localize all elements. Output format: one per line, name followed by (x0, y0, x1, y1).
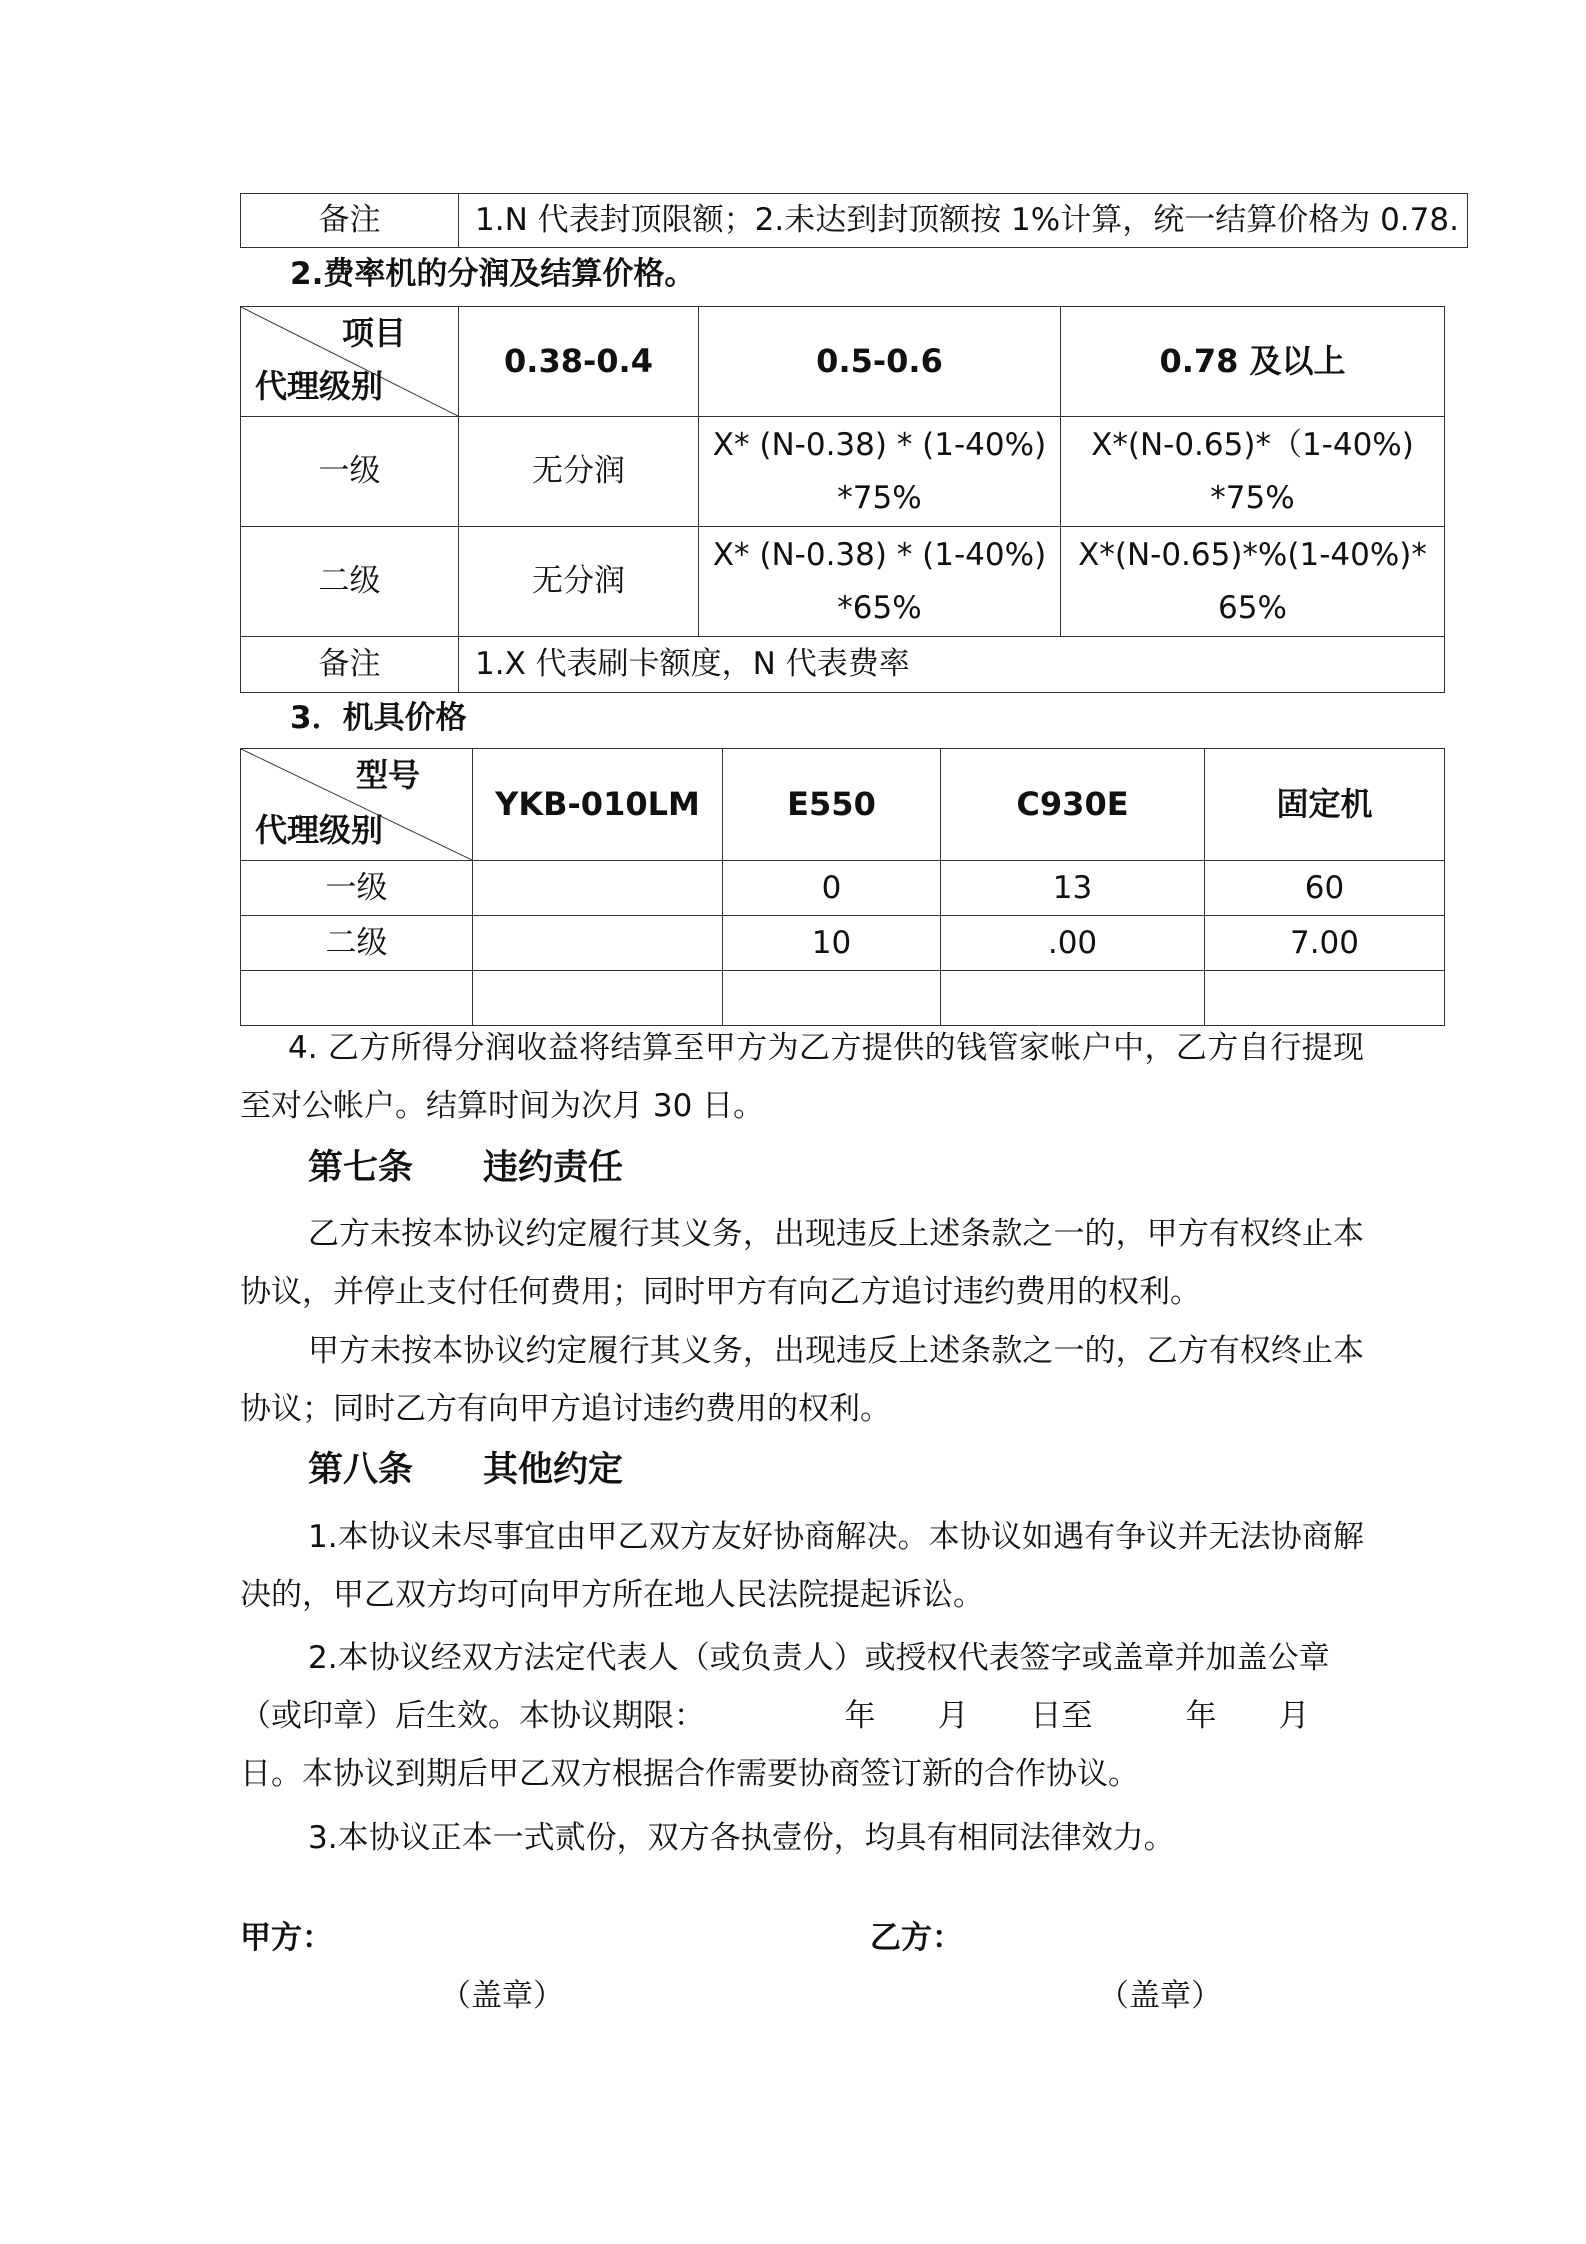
table-3-header: YKB-010LM (473, 749, 723, 861)
price-cell: 7.00 (1205, 916, 1445, 971)
level-cell: 二级 (241, 527, 459, 637)
formula-line: X*(N-0.65)*%(1-40%)* (1078, 536, 1427, 573)
price-cell: 0 (723, 861, 941, 916)
corner-bottom-label: 代理级别 (255, 367, 384, 406)
level-cell: 一级 (241, 861, 473, 916)
table-3-header: C930E (941, 749, 1205, 861)
corner-top-label: 项目 (341, 314, 406, 352)
corner-top-label: 型号 (355, 756, 420, 794)
article-8-clause-2-line: 2.本协议经双方法定代表人（或负责人）或授权代表签字或盖章并加盖公章 (308, 1640, 1330, 1676)
section-3-title: 3．机具价格 (290, 700, 467, 736)
article-8-title: 第八条 其他约定 (308, 1450, 624, 1490)
article-7-title: 第七条 违约责任 (308, 1148, 624, 1188)
formula-line: *75% (837, 479, 922, 516)
formula-line: X*(N-0.65)*（1-40%) (1091, 426, 1414, 463)
formula-cell (1061, 527, 1445, 637)
profit-cell: 无分润 (459, 527, 699, 637)
article-7-paragraph: 甲方未按本协议约定履行其义务，出现违反上述条款之一的，乙方有权终止本协议；同时乙方有向甲方追讨违约费用的权利。 (240, 1333, 1364, 1427)
note-label: 备注 (241, 194, 459, 248)
formula-line: *75% (1210, 479, 1295, 516)
price-cell (473, 916, 723, 971)
formula-cell (1061, 417, 1445, 527)
level-cell (241, 971, 473, 1026)
level-cell: 一级 (241, 417, 459, 527)
table-3-device-price (240, 748, 1445, 1026)
table-2-header: 0.5-0.6 (699, 307, 1061, 417)
table-1-note (240, 193, 1468, 248)
article-8-clause-2-line: （或印章）后生效。本协议期限： 年 月 日至 年 月 (240, 1698, 1310, 1734)
article-7-paragraph: 乙方未按本协议约定履行其义务，出现违反上述条款之一的，甲方有权终止本协议，并停止支付任何费用；同时甲方有向乙方追讨违约费用的权利。 (240, 1216, 1364, 1310)
formula-line: X* (N-0.38) * (1-40%) (712, 536, 1047, 573)
formula-cell (699, 417, 1061, 527)
note-text: 1.X 代表刷卡额度，N 代表费率 (459, 637, 1445, 693)
formula-line: 65% (1218, 589, 1287, 626)
article-8-clause-2-line: 日。本协议到期后甲乙双方根据合作需要协商签订新的合作协议。 (240, 1756, 1139, 1792)
price-cell: .00 (941, 916, 1205, 971)
article-8-paragraph: 1.本协议未尽事宜由甲乙双方友好协商解决。本协议如遇有争议并无法协商解决的，甲乙双方均可向甲方所在地人民法院提起诉讼。 (240, 1519, 1364, 1613)
table-2-header: 0.38-0.4 (459, 307, 699, 417)
table-3-header: 固定机 (1205, 749, 1445, 861)
formula-line: X* (N-0.38) * (1-40%) (712, 426, 1047, 463)
note-label: 备注 (241, 637, 459, 693)
party-a-label: 甲方： (240, 1920, 333, 1956)
table-3-corner-cell (241, 749, 473, 861)
note-text: 1.N 代表封顶限额；2.未达到封顶额按 1%计算，统一结算价格为 0.78. (459, 194, 1468, 248)
level-cell: 二级 (241, 916, 473, 971)
price-cell: 10 (723, 916, 941, 971)
formula-line: *65% (837, 589, 922, 626)
price-cell (941, 971, 1205, 1026)
table-3-header: E550 (723, 749, 941, 861)
profit-cell: 无分润 (459, 417, 699, 527)
party-a-seal: （盖章） (440, 1978, 564, 2014)
table-2-corner-cell (241, 307, 459, 417)
price-cell (723, 971, 941, 1026)
party-b-label: 乙方： (870, 1920, 963, 1956)
price-cell: 60 (1205, 861, 1445, 916)
party-b-seal: （盖章） (1098, 1978, 1222, 2014)
paragraph-4-settlement: 4. 乙方所得分润收益将结算至甲方为乙方提供的钱管家帐户中，乙方自行提现至对公帐户。结算时间为次月 30 日。 (240, 1030, 1364, 1124)
article-8-clause-3: 3.本协议正本一式贰份，双方各执壹份，均具有相同法律效力。 (308, 1820, 1175, 1856)
table-2-profit (240, 306, 1445, 693)
price-cell (1205, 971, 1445, 1026)
section-2-title: 2.费率机的分润及结算价格。 (290, 256, 696, 292)
price-cell (473, 861, 723, 916)
price-cell (473, 971, 723, 1026)
corner-bottom-label: 代理级别 (255, 811, 384, 850)
formula-cell (699, 527, 1061, 637)
price-cell: 13 (941, 861, 1205, 916)
table-2-header: 0.78 及以上 (1061, 307, 1445, 417)
